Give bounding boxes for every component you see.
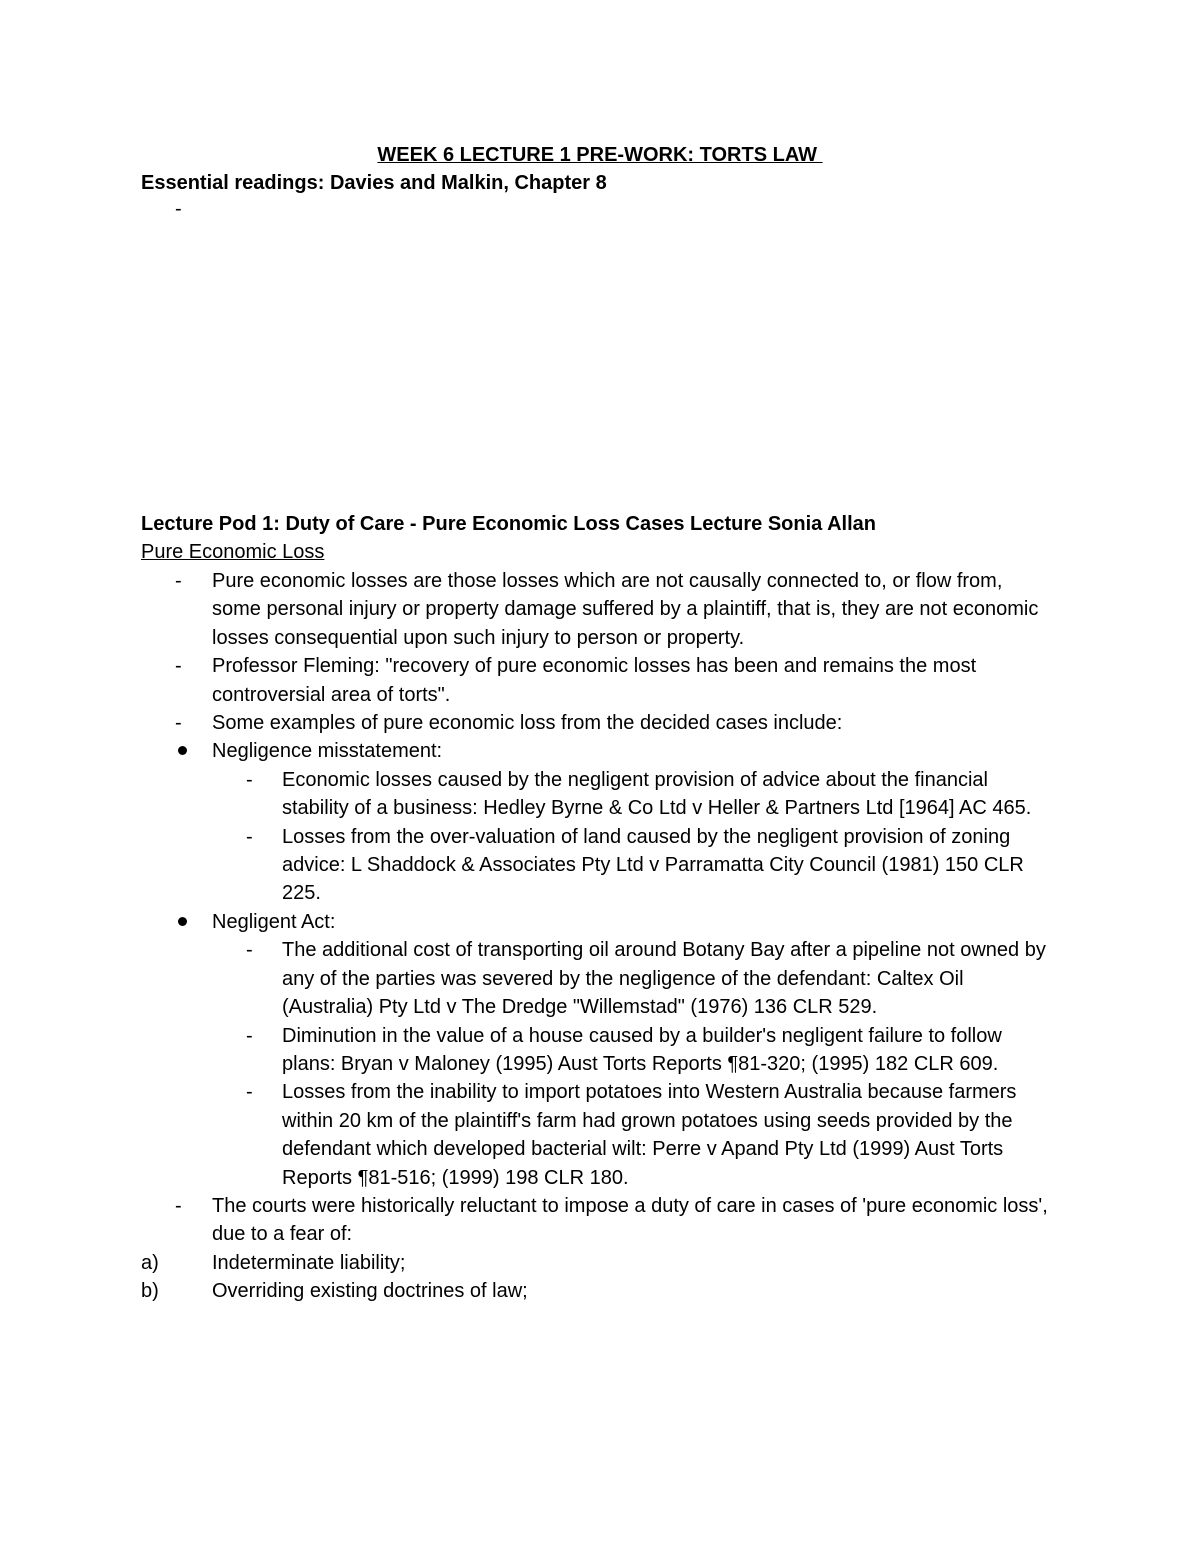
dash-marker: - <box>246 1024 253 1047</box>
dash-marker: - <box>246 768 253 791</box>
dash-marker: - <box>175 655 182 678</box>
list-item-text: Negligent Act: <box>212 910 336 933</box>
list-item-text: Negligence misstatement: <box>212 740 443 763</box>
dash-marker: - <box>246 1081 253 1104</box>
lecture-pod-heading: Lecture Pod 1: Duty of Care - Pure Economic Loss Cases Lecture Sonia Allan <box>141 513 876 535</box>
list-item-text: Some examples of pure economic loss from the decided cases include: <box>212 712 843 735</box>
notes-list <box>141 567 1051 1306</box>
list-item <box>141 567 1051 652</box>
list-item-text: The additional cost of transporting oil around Botany Bay after a pipeline not owned by any of the parties was severed by the negligence of the defendant: Caltex Oil (Australia) Pty Ltd v The Dredge "Willemstad" (1976) 136 CLR 529. <box>282 939 1046 1019</box>
list-item <box>141 1022 1051 1079</box>
list-item <box>141 709 1051 737</box>
list-item <box>141 936 1051 1021</box>
list-item-text: Overriding existing doctrines of law; <box>212 1280 528 1303</box>
alpha-marker: b) <box>141 1280 159 1303</box>
dash-marker: - <box>246 939 253 962</box>
list-item-text: Losses from the inability to import potatoes into Western Australia because farmers within 20 km of the plaintiff's farm had grown potatoes using seeds provided by the defendant which developed bacterial wilt: Perre v Apand Pty Ltd (1999) Aust Torts Reports ¶81-516; (1999) 198 CLR 180. <box>282 1081 1017 1189</box>
empty-list-item-marker: - <box>175 198 182 220</box>
bullet-icon <box>175 737 184 765</box>
page-title: WEEK 6 LECTURE 1 PRE-WORK: TORTS LAW <box>377 144 823 166</box>
section-heading: Pure Economic Loss <box>141 541 325 563</box>
essential-readings: Essential readings: Davies and Malkin, Chapter 8 <box>141 172 607 194</box>
list-item <box>141 1192 1051 1249</box>
bullet-icon <box>175 908 184 936</box>
list-item <box>141 652 1051 709</box>
list-item-text: The courts were historically reluctant to impose a duty of care in cases of 'pure economic loss', due to a fear of: <box>212 1194 1048 1246</box>
dash-marker: - <box>175 1194 182 1217</box>
list-item-text: Professor Fleming: "recovery of pure economic losses has been and remains the most controversial area of torts". <box>212 655 977 706</box>
alpha-marker: a) <box>141 1251 159 1274</box>
list-item-text: Pure economic losses are those losses which are not causally connected to, or flow from, some personal injury or property damage suffered by a plaintiff, that is, they are not economic losses consequential upon such injury to person or property. <box>212 570 1039 649</box>
list-item <box>141 737 1051 765</box>
list-item <box>141 1078 1051 1192</box>
list-item-text: Economic losses caused by the negligent provision of advice about the financial stability of a business: Hedley Byrne & Co Ltd v Heller & Partners Ltd [1964] AC 465. <box>282 768 1032 820</box>
list-item-text: Diminution in the value of a house caused by a builder's negligent failure to follow plans: Bryan v Maloney (1995) Aust Torts Reports ¶81-320; (1995) 182 CLR 609. <box>282 1024 1002 1075</box>
list-item <box>141 1277 1051 1305</box>
list-item <box>141 908 1051 936</box>
list-item-text: Losses from the over-valuation of land caused by the negligent provision of zoning advice: L Shaddock & Associates Pty Ltd v Parramatta City Council (1981) 150 CLR 225. <box>282 825 1024 905</box>
list-item <box>141 1249 1051 1277</box>
dash-marker: - <box>246 825 253 848</box>
list-item <box>141 766 1051 823</box>
dash-marker: - <box>175 570 182 592</box>
list-item-text: Indeterminate liability; <box>212 1251 406 1274</box>
dash-marker: - <box>175 712 182 735</box>
list-item <box>141 823 1051 908</box>
